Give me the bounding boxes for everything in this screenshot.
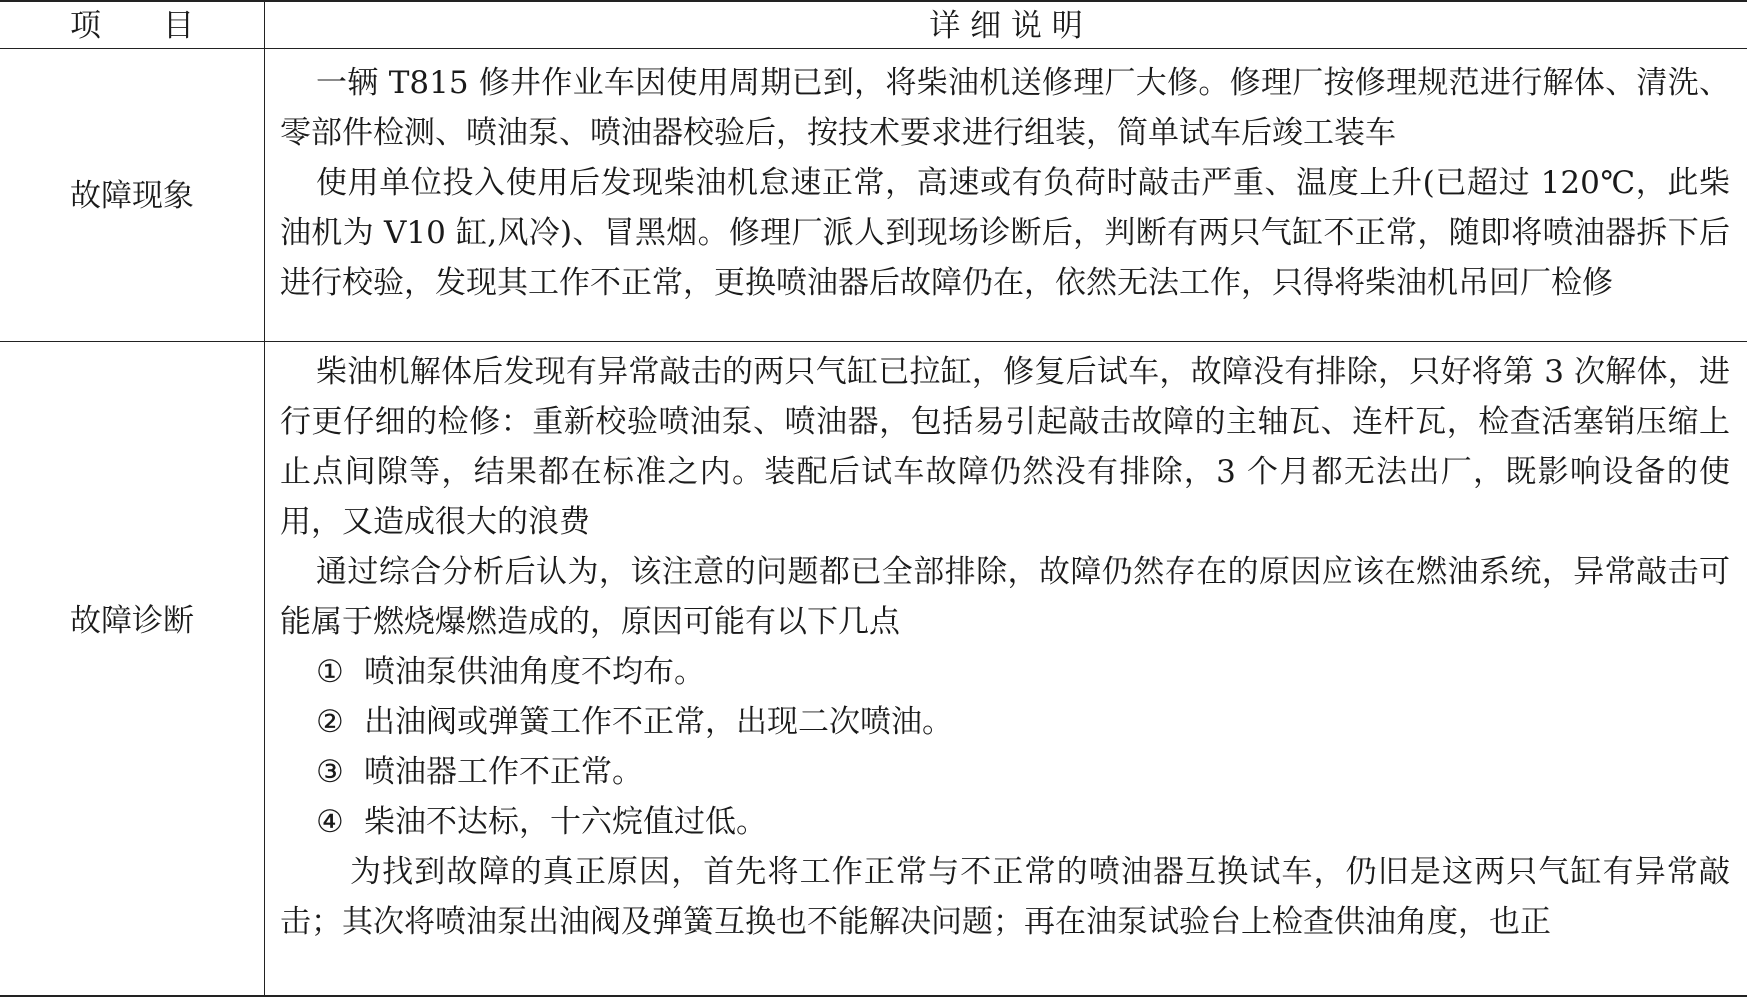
cause-text: 柴油不达标，十六烷值过低。 xyxy=(364,804,767,840)
cause-text: 喷油器工作不正常。 xyxy=(364,754,643,790)
cause-list-item xyxy=(280,797,1730,847)
cause-number: ④ xyxy=(316,804,344,840)
symptom-paragraph-1: 一辆 T815 修井作业车因使用周期已到，将柴油机送修理厂大修。修理厂按修理规范进行解体、清洗、零部件检测、喷油泵、喷油器校验后，按技术要求进行组装，简单试车后竣工装车 xyxy=(280,65,1730,151)
row-item-symptom: 故障现象 xyxy=(70,178,194,214)
row-divider-rule xyxy=(0,341,1747,342)
row-item-diagnosis: 故障诊断 xyxy=(70,603,194,639)
header-item: 项 目 xyxy=(70,8,194,44)
cause-number: ① xyxy=(316,654,344,690)
diagnosis-paragraph-1: 柴油机解体后发现有异常敲击的两只气缸已拉缸，修复后试车，故障没有排除，只好将第 3 次解体，进行更仔细的检修：重新校验喷油泵、喷油器，包括易引起敲击故障的主轴瓦、连杆瓦，检查活塞销压缩上止点间隙等，结果都在标准之内。装配后试车故障仍然没有排除，3 个月都无法出厂，既影响设备的使用，又造成很大的浪费 xyxy=(280,354,1730,540)
cause-number: ② xyxy=(316,704,344,740)
symptom-paragraph-2: 使用单位投入使用后发现柴油机怠速正常，高速或有负荷时敲击严重、温度上升(已超过 120℃，此柴油机为 V10 缸,风冷)、冒黑烟。修理厂派人到现场诊断后，判断有两只气缸不正常，随即将喷油器拆下后进行校验，发现其工作不正常，更换喷油器后故障仍在，依然无法工作，只得将柴油机吊回厂检修 xyxy=(280,165,1730,301)
cause-text: 喷油泵供油角度不均布。 xyxy=(364,654,705,690)
header-detail: 详 细 说 明 xyxy=(929,8,1083,44)
diagnosis-paragraph-2: 通过综合分析后认为，该注意的问题都已全部排除，故障仍然存在的原因应该在燃油系统，异常敲击可能属于燃烧爆燃造成的，原因可能有以下几点 xyxy=(280,554,1730,640)
row-detail-symptom xyxy=(280,58,1730,308)
cause-list-item xyxy=(280,747,1730,797)
row-detail-diagnosis xyxy=(280,347,1730,947)
diagnosis-closing-paragraph: 为找到故障的真正原因，首先将工作正常与不正常的喷油器互换试车，仍旧是这两只气缸有异常敲击；其次将喷油泵出油阀及弹簧互换也不能解决问题；再在油泵试验台上检查供油角度，也正 xyxy=(280,854,1730,940)
cause-list-item xyxy=(280,647,1730,697)
cause-text: 出油阀或弹簧工作不正常，出现二次喷油。 xyxy=(364,704,953,740)
cause-list-item xyxy=(280,697,1730,747)
cause-number: ③ xyxy=(316,754,344,790)
column-divider xyxy=(264,0,265,997)
